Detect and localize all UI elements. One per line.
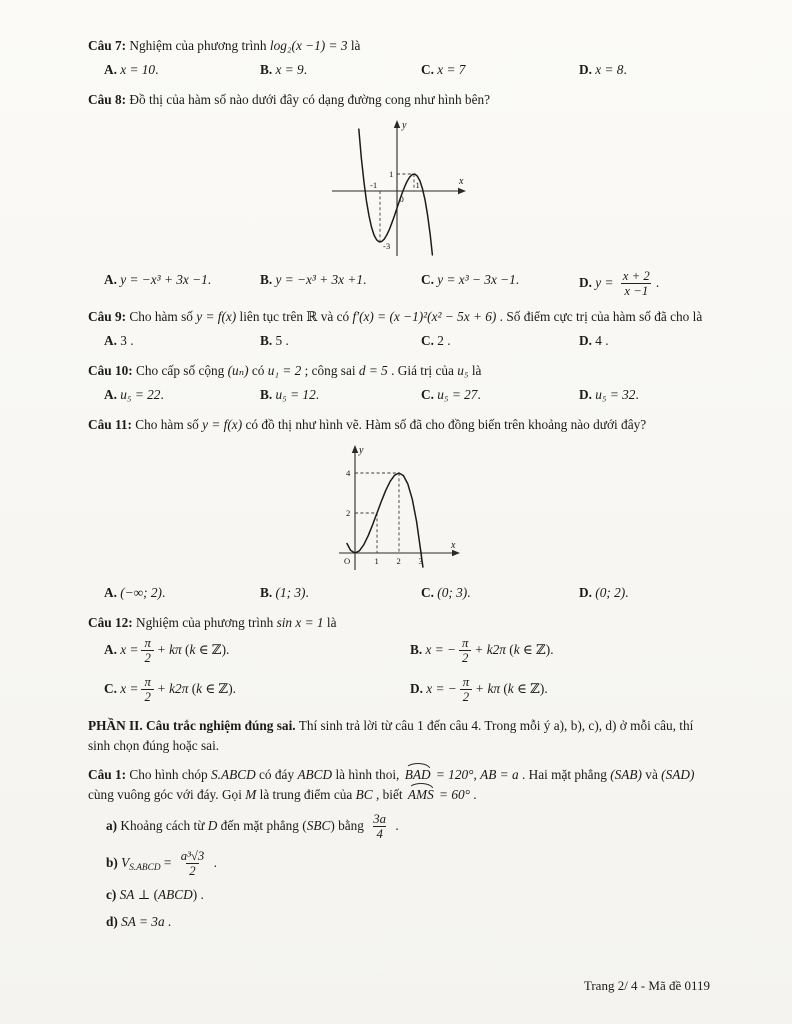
- statement-tag: a): [106, 817, 121, 833]
- option-letter: B.: [260, 585, 276, 601]
- option-D: D. y = $\frac{x + 2}{x -1}$ .: [579, 268, 660, 299]
- question-label: Câu 1:: [88, 767, 127, 783]
- math-text: u₅ = 27: [437, 387, 478, 403]
- question-7-text: Câu 7: Nghiệm của phương trình log₂(x −1) = 3 là: [88, 38, 361, 53]
- math-text: x = 10: [120, 61, 156, 77]
- math-text: x = −: [425, 641, 457, 657]
- hill-graph-svg: [325, 438, 475, 578]
- x-axis-label: x: [459, 175, 464, 187]
- option-D: D. u₅ = 32.: [579, 387, 639, 403]
- math-text: SA = 3a: [121, 914, 165, 930]
- math-text: u₅ = 22: [120, 387, 161, 403]
- x-tick-3: 3: [418, 556, 423, 567]
- option-D: D. (0; 2).: [579, 585, 629, 601]
- math-text: ABCD: [158, 887, 193, 903]
- statement-a: a) Khoảng cách từ D đến mặt phẳng (SBC) bằng $\frac{3a}{4}$ .: [106, 811, 399, 842]
- question-10-options: [88, 384, 712, 406]
- origin-label: O: [344, 556, 351, 567]
- math-text: (0; 2): [595, 585, 626, 601]
- question-9-options: [88, 330, 712, 352]
- math-text: y = x³ − 3x −1: [437, 271, 516, 287]
- statement-c: c) SA ⊥ (ABCD) .: [106, 887, 204, 903]
- angle-hat: BAD: [405, 765, 431, 785]
- option-letter: A.: [104, 333, 121, 349]
- math-text: sin x = 1: [276, 615, 324, 631]
- math-text: AB = a: [480, 767, 519, 783]
- math-text: (SAB): [610, 767, 642, 783]
- math-text: (SAD): [661, 767, 695, 783]
- origin-label: 0: [399, 193, 404, 204]
- question-label: Câu 12:: [88, 615, 133, 631]
- math-text: D: [207, 817, 218, 833]
- y-tick-minus3: -3: [383, 240, 391, 251]
- fraction: $\frac{\pi}{2}$: [141, 675, 153, 705]
- x-axis-label: x: [451, 540, 456, 552]
- math-text: (0; 3): [437, 585, 468, 601]
- math-text: y =: [595, 274, 617, 290]
- math-text: + k2π: [156, 680, 189, 696]
- option-letter: B.: [410, 641, 426, 657]
- option-C: C. x = $\frac{\pi}{2}$ + k2π (k ∈ ℤ).: [104, 674, 236, 704]
- fraction: $\frac{\text{a³√3}}{2}$: [180, 848, 205, 878]
- option-letter: C.: [421, 585, 438, 601]
- question-8: [88, 90, 712, 299]
- option-letter: A.: [104, 271, 121, 287]
- cubic-graph-svg: [312, 113, 488, 265]
- question-11-options: [88, 582, 712, 604]
- math-text: + kπ: [475, 680, 501, 696]
- fraction: $\frac{3a}{4}$: [373, 811, 387, 842]
- math-text: + k2π: [474, 641, 506, 657]
- statement-tag: b): [106, 854, 122, 870]
- option-letter: C.: [421, 387, 438, 403]
- fraction: $\frac{\pi}{2}$: [141, 636, 153, 666]
- x-axis-arrow: [458, 188, 466, 194]
- question-label: Câu 11:: [88, 417, 132, 433]
- part2-heading: PHẦN II. Câu trắc nghiệm đúng sai. Thí sinh trả lời từ câu 1 đến câu 4. Trong mỗi ý a), b), c), d) ở mỗi câu, thí sinh chọn đúng hoặc sai.: [88, 718, 694, 754]
- question-11-text: Câu 11: Cho hàm số y = f(x) có đồ thị như hình vẽ. Hàm số đã cho đồng biến trên khoảng nào dưới đây?: [88, 417, 647, 433]
- y-tick-2: 2: [346, 508, 351, 519]
- math-text: x = −: [426, 680, 457, 696]
- page-footer: [584, 978, 710, 994]
- option-letter: A.: [104, 387, 121, 403]
- question-12-options: [88, 636, 712, 704]
- option-letter: B.: [260, 333, 276, 349]
- y-axis-label: y: [402, 119, 407, 131]
- math-text: + kπ: [156, 641, 182, 657]
- option-letter: C.: [421, 333, 438, 349]
- question-10: [88, 361, 712, 406]
- statement-tag: d): [106, 914, 122, 930]
- math-text: (−∞; 2): [120, 585, 162, 601]
- option-B: B. u₅ = 12.: [260, 387, 320, 403]
- option-letter: D.: [410, 680, 427, 696]
- statement-b: b) $V_{S.ABCD}$ = $\frac{\text{a³√3}}{2}$ .: [106, 848, 217, 878]
- option-A: A. y = −x³ + 3x −1.: [104, 271, 212, 287]
- math-text: x =: [120, 641, 139, 657]
- option-B: B. y = −x³ + 3x +1.: [260, 271, 367, 287]
- option-A: A. 3 .: [104, 333, 134, 349]
- option-B: B. 5 .: [260, 333, 289, 349]
- option-letter: A.: [104, 61, 121, 77]
- y-tick-4: 4: [346, 468, 351, 479]
- question-7: [88, 36, 712, 81]
- question-11: [88, 415, 712, 604]
- question-8-text: Câu 8: Đồ thị của hàm số nào dưới đây có dạng đường cong như hình bên?: [88, 91, 491, 107]
- math-text: u₅ = 12: [275, 387, 316, 403]
- question-10-text: Câu 10: Cho cấp số cộng (uₙ) có u₁ = 2 ; công sai d = 5 . Giá trị của u₅ là: [88, 363, 482, 379]
- option-B: B. (1; 3).: [260, 585, 309, 601]
- math-text: k: [507, 680, 514, 696]
- option-C: C. y = x³ − 3x −1.: [421, 271, 520, 287]
- subscript-text: S.ABCD: [129, 862, 161, 873]
- question-7-options: [88, 59, 712, 81]
- option-D: D. 4 .: [579, 333, 609, 349]
- option-letter: A.: [104, 641, 121, 657]
- option-D: D. x = − $\frac{\pi}{2}$ + kπ (k ∈ ℤ).: [410, 674, 548, 704]
- question-11-figure: [88, 438, 712, 578]
- math-text: x = 9: [275, 61, 304, 77]
- x-tick-minus1: -1: [370, 179, 378, 190]
- y-tick-1: 1: [389, 168, 394, 179]
- math-text: x = 7: [437, 61, 466, 77]
- math-text: (uₙ): [227, 363, 249, 379]
- option-B: B. x = 9.: [260, 61, 308, 77]
- y-axis-arrow: [352, 445, 358, 453]
- option-letter: B.: [260, 387, 276, 403]
- math-text: S.ABCD: [211, 767, 256, 783]
- math-text: y = −x³ + 3x +1: [275, 271, 364, 287]
- math-text: y = f(x): [196, 309, 237, 325]
- question-label: Câu 10:: [88, 363, 133, 379]
- question-12: [88, 613, 712, 704]
- angle-hat: AMS: [408, 785, 434, 805]
- option-letter: B.: [260, 271, 276, 287]
- question-label: Câu 7:: [88, 38, 127, 53]
- option-C: C. u₅ = 27.: [421, 387, 481, 403]
- y-axis-label: y: [359, 445, 364, 457]
- option-letter: C.: [104, 680, 121, 696]
- math-text: ABCD: [297, 767, 333, 783]
- option-C: [421, 59, 573, 81]
- option-letter: D.: [579, 274, 596, 290]
- option-letter: D.: [579, 585, 596, 601]
- question-label: Câu 9:: [88, 309, 127, 325]
- math-text: (1; 3): [275, 585, 306, 601]
- question-8-options: [88, 269, 712, 299]
- x-tick-1: 1: [374, 556, 379, 567]
- bold-text: PHẦN II. Câu trắc nghiệm đúng sai.: [88, 718, 296, 734]
- math-text: u₅: [457, 363, 469, 379]
- option-letter: D.: [579, 61, 596, 77]
- fraction: $\frac{\pi}{2}$: [460, 675, 472, 705]
- question-8-figure: [88, 113, 712, 265]
- option-A: A. x = $\frac{\pi}{2}$ + kπ (k ∈ ℤ).: [104, 635, 230, 666]
- part2-question-1-statements: [88, 812, 712, 932]
- option-A: A. u₅ = 22.: [104, 387, 164, 403]
- math-text: SA: [119, 887, 135, 903]
- x-tick-1: 1: [415, 179, 420, 190]
- math-text: y = f(x): [202, 417, 243, 433]
- option-C: C. (0; 3).: [421, 585, 471, 601]
- fraction: $\frac{\pi}{2}$: [459, 636, 471, 666]
- option-letter: B.: [260, 61, 276, 77]
- option-A: A. x = 10.: [104, 61, 159, 77]
- option-letter: D.: [579, 387, 596, 403]
- math-text: x =: [120, 680, 139, 696]
- math-text: log₂(x −1) = 3: [269, 38, 348, 53]
- question-9-text: Câu 9: Cho hàm số y = f(x) liên tục trên ℝ và có f′(x) = (x −1)²(x² − 5x + 6) . Số điểm cực trị của hàm số đã cho là: [88, 309, 703, 325]
- math-text: y = −x³ + 3x −1: [120, 271, 208, 287]
- statement-d: d) SA = 3a .: [106, 914, 172, 930]
- question-12-text: Câu 12: Nghiệm của phương trình sin x = 1 là: [88, 615, 337, 631]
- math-text: k: [513, 641, 520, 657]
- option-B: B. x = − $\frac{\pi}{2}$ + k2π (k ∈ ℤ).: [410, 635, 554, 666]
- option-D: D. x = 8.: [579, 61, 627, 77]
- math-text: x = 8: [595, 61, 624, 77]
- math-text: u₅ = 32: [595, 387, 636, 403]
- option-A: A. (−∞; 2).: [104, 585, 166, 601]
- option-letter: D.: [579, 333, 596, 349]
- math-text: k: [189, 641, 196, 657]
- math-text: f′(x) = (x −1)²(x² − 5x + 6): [352, 309, 497, 325]
- question-9: [88, 307, 712, 352]
- option-letter: C.: [421, 271, 438, 287]
- math-text: SBC: [306, 817, 331, 833]
- footer-text: Trang 2/ 4 - Mã đề 0119: [583, 978, 710, 993]
- statement-tag: c): [106, 887, 120, 903]
- math-text: d = 5: [358, 363, 388, 379]
- part2-question-1-text: Câu 1: Cho hình chóp S.ABCD có đáy ABCD là hình thoi, BAD = 120°, AB = a . Hai mặt phẳng (SAB) và (SAD) cùng vuông góc với đáy. Gọi M là trung điểm của BC , biết AMS = 60° .: [88, 765, 712, 805]
- x-tick-2: 2: [396, 556, 401, 567]
- math-text: M: [245, 786, 257, 802]
- option-C: C. 2 .: [421, 333, 451, 349]
- option-letter: A.: [104, 585, 121, 601]
- fraction: $\frac{x + 2}{x -1}$: [622, 268, 650, 299]
- option-letter: C.: [421, 61, 438, 77]
- math-text: k: [196, 680, 203, 696]
- cubic-curve: [359, 129, 433, 255]
- math-text: BC: [355, 786, 373, 802]
- math-text: = 60°: [435, 786, 470, 802]
- math-text: u₁ = 2: [267, 363, 302, 379]
- question-label: Câu 8:: [88, 91, 127, 107]
- part2-question-1: [88, 765, 712, 932]
- math-text: V: [121, 854, 130, 870]
- y-axis-arrow: [394, 120, 400, 128]
- math-text: = 120°: [432, 767, 474, 783]
